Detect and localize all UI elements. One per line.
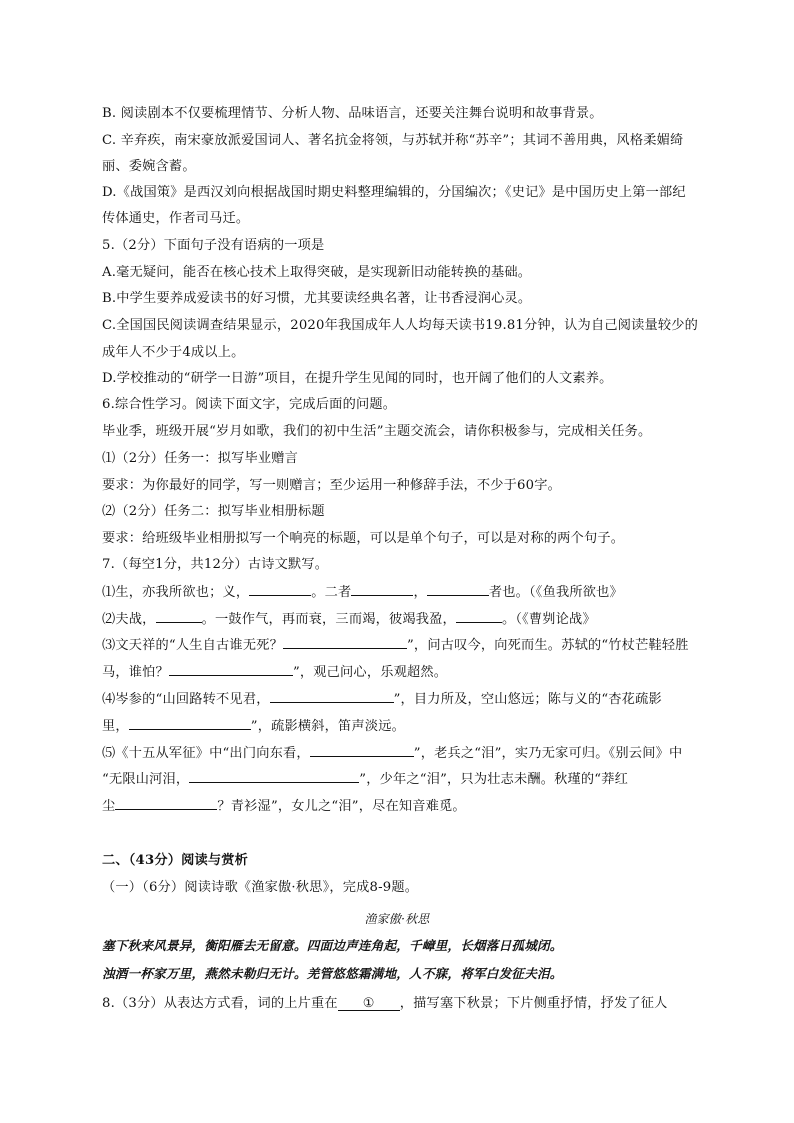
- q6-task-1: ⑴（2分）任务一：拟写毕业赠言: [102, 451, 299, 466]
- q5-option-b: B.中学生要养成爱读书的好习惯，尤其要读经典名著，让书香浸润心灵。: [102, 291, 532, 306]
- section-2-heading: 二、（43分）阅读与赏析: [102, 853, 249, 868]
- answer-blank[interactable]: [427, 583, 489, 596]
- option-d-zhanguoce: D.《战国策》是西汉刘向根据战国时期史料整理编辑的，分国编次；《史记》是中国历史上第一部纪: [102, 185, 686, 200]
- answer-blank[interactable]: [456, 610, 502, 623]
- q5-option-a: A.毫无疑问，能否在核心技术上取得突破，是实现新旧动能转换的基础。: [102, 265, 532, 280]
- q7-item-4-cont: 里， ”，疏影横斜，笛声淡远。: [102, 719, 405, 734]
- q6-context: 毕业季，班级开展“岁月如歌，我们的初中生活”主题交流会，请你积极参与，完成相关任务。: [102, 424, 652, 439]
- q7-item-5-cont2: 尘 ？青衫湿”，女儿之“泪”，尽在知音难觅。: [102, 799, 466, 814]
- q5-option-d: D.学校推动的“研学一日游”项目，在提升学生见闻的同时，也开阔了他们的人文素养。: [102, 371, 613, 386]
- q6-task-2-requirement: 要求：给班级毕业相册拟写一个响亮的标题，可以是单个句子，可以是对称的两个句子。: [102, 531, 625, 546]
- q7-item-2: ⑵夫战， 。一鼓作气，再而衰，三而竭，彼竭我盈， 。（《曹刿论战》: [102, 612, 596, 627]
- answer-blank[interactable]: [249, 583, 311, 596]
- answer-blank[interactable]: [156, 610, 202, 623]
- option-d-zhanguoce-cont: 传体通史，作者司马迁。: [102, 211, 250, 226]
- option-c-xinqiji-cont: 丽、委婉含蓄。: [102, 159, 196, 174]
- question-8: 8.（3分）从表达方式看，词的上片重在 ① ，描写塞下秋景；下片侧重抒情，抒发了征人: [102, 996, 668, 1011]
- answer-blank[interactable]: [129, 717, 251, 730]
- poem-stanza-2: 浊酒一杯家万里，燕然未勒归无计。羌管悠悠霜满地，人不寐，将军白发征夫泪。: [102, 966, 563, 981]
- answer-blank[interactable]: [351, 583, 413, 596]
- option-c-xinqiji: C. 辛弃疾，南宋豪放派爱国词人、著名抗金将领，与苏轼并称“苏辛”；其词不善用典，风格柔媚绮: [102, 133, 684, 148]
- q6-task-1-requirement: 要求：为你最好的同学，写一则赠言；至少运用一种修辞手法，不少于60字。: [102, 478, 561, 493]
- q7-item-3: ⑶文天祥的“人生自古谁无死？ ”，问古叹今，向死而生。苏轼的“竹杖芒鞋轻胜: [102, 638, 689, 653]
- q7-item-3-cont: 马，谁怕？ ”，观己问心，乐观超然。: [102, 665, 448, 680]
- question-6: 6.综合性学习。阅读下面文字，完成后面的问题。: [102, 397, 397, 412]
- q7-item-5: ⑸《十五从军征》中“出门向东看， ”，老兵之“泪”，实乃无家可归。《别云间》中: [102, 746, 683, 761]
- q5-option-c: C.全国国民阅读调查结果显示，2020年我国成年人人均每天读书19.81分钟，认为自己阅读量较少的: [102, 318, 699, 333]
- q7-item-1: ⑴生，亦我所欲也；义， 。二者 ， 者也。（《鱼我所欲也》: [102, 585, 623, 600]
- question-5: 5.（2分）下面句子没有语病的一项是: [102, 238, 325, 253]
- option-b-drama: B. 阅读剧本不仅要梳理情节、分析人物、品味语言，还要关注舞台说明和故事背景。: [102, 106, 603, 121]
- q5-option-c-cont: 成年人不少于4成以上。: [102, 345, 245, 360]
- q7-item-4: ⑷岑参的“山回路转不见君， ”，目力所及，空山悠远；陈与义的“杏花疏影: [102, 692, 662, 707]
- question-7: 7.（每空1分，共12分）古诗文默写。: [102, 557, 329, 572]
- q7-item-5-cont: “无限山河泪， ”，少年之“泪”，只为壮志未酬。秋瑾的“莽红: [102, 772, 629, 787]
- q6-task-2: ⑵（2分）任务二：拟写毕业相册标题: [102, 504, 325, 519]
- answer-blank[interactable]: ①: [338, 998, 400, 1011]
- answer-blank[interactable]: [283, 636, 407, 649]
- poem-title: 渔家傲·秋思: [364, 912, 430, 926]
- reading-part-1-intro: （一）（6分）阅读诗歌《渔家傲·秋思》，完成8-9题。: [102, 880, 419, 895]
- answer-blank[interactable]: [310, 744, 414, 757]
- answer-blank[interactable]: [169, 663, 293, 676]
- poem-stanza-1: 塞下秋来风景异，衡阳雁去无留意。四面边声连角起，千嶂里，长烟落日孤城闭。: [102, 938, 563, 953]
- answer-blank[interactable]: [270, 690, 394, 703]
- answer-blank[interactable]: [189, 770, 359, 783]
- answer-blank[interactable]: [115, 797, 217, 810]
